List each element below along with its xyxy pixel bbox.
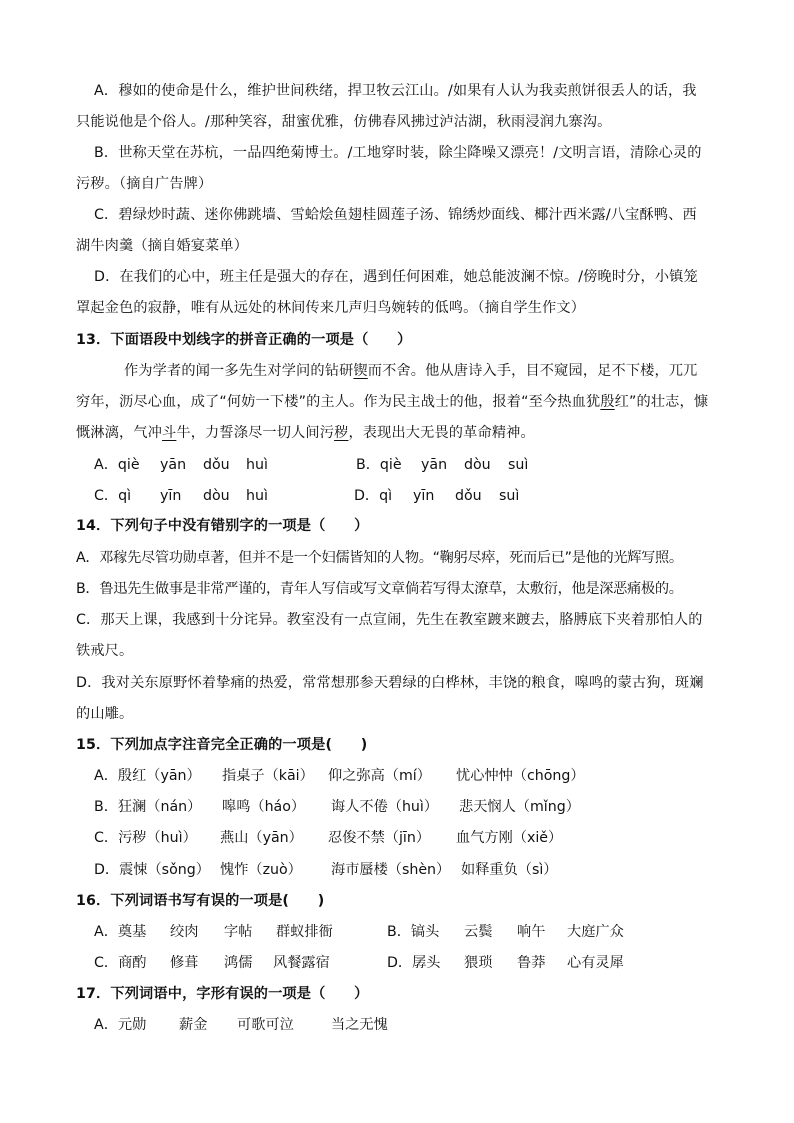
q15-option: 如释重负（sì） [461, 862, 558, 878]
q13-text: 穷年，沥尽心血，成了“何妨一下楼”的主人。作为民主战士的他，报着“至今热血犹 [76, 394, 601, 410]
q13-option-b: B．qiè [356, 457, 402, 473]
q12-option-a-line2: 只能说他是个俗人。/那种笑容，甜蜜优雅，仿佛春风拂过泸沽湖，秋雨浸润九寨沟。 [76, 114, 612, 130]
q13-text: ，表现出大无畏的革命精神。 [348, 425, 535, 441]
q13-underlined-char: 斗 [162, 425, 177, 441]
q13-option-d-pinyin: yīn [413, 488, 435, 504]
q14-option-a: A．邓稼先尽管功勋卓著，但并不是一个妇儒皆知的人物。“鞠躬尽瘁，死而后已”是他的光辉写照。 [76, 550, 683, 566]
q16-word: 群蚁排衙 [276, 924, 333, 940]
q16-word: 字帖 [224, 924, 253, 940]
q14-option-c-line2: 铁戒尺。 [76, 643, 134, 659]
q14-option-d-line1: D．我对关东原野怀着挚痛的热爱，常常想那参天碧绿的白桦林，丰饶的粮食，嗥鸣的蒙古狗，斑斓 [76, 675, 704, 691]
q16-word: D．孱头 [387, 955, 441, 971]
q17-word: 薪金 [179, 1017, 208, 1033]
q13-underlined-char: 秽 [334, 425, 349, 441]
q13-stem: 13．下面语段中划线字的拼音正确的一项是（ ） [76, 332, 412, 348]
q13-option-b-pinyin: dòu [464, 457, 491, 473]
q16-word: 心有灵犀 [567, 955, 624, 971]
q13-option-c-pinyin: yīn [160, 488, 182, 504]
q13-passage-line1 [124, 361, 698, 381]
q12-option-d-line1: D．在我们的心中，班主任是强大的存在，遇到任何困难，她总能波澜不惊。/傍晚时分，小镇笼 [94, 269, 698, 285]
q13-option-a: A．qiè [94, 457, 140, 473]
q16-word: 修葺 [170, 955, 199, 971]
q13-option-d: D．qì [354, 488, 393, 504]
q14-option-d-line2: 的山雕。 [76, 706, 134, 722]
q16-word: 风餐露宿 [273, 955, 330, 971]
q16-word: 绞肉 [170, 924, 199, 940]
q16-stem: 16．下列词语书写有误的一项是( ) [76, 893, 325, 909]
q16-word: 鸿儒 [224, 955, 253, 971]
q12-option-c-line2: 湖牛肉羹（摘自婚宴菜单） [76, 238, 249, 254]
q13-option-a-pinyin: yān [160, 457, 187, 473]
q13-option-d-pinyin: suì [499, 488, 520, 504]
q16-word: 鲁莽 [517, 955, 546, 971]
q14-option-b: B．鲁迅先生做事是非常严谨的，青年人写信或写文章倘若写得太潦草，太敷衍，他是深恶痛极的。 [76, 581, 683, 597]
q15-option: 燕山（yān） [220, 830, 303, 846]
q13-text: 牛，力誓涤尽一切人间污 [176, 425, 335, 441]
q15-option: C．污秽（huì） [94, 830, 197, 846]
q17-word: A．元勋 [94, 1017, 147, 1033]
q15-option: 忍俊不禁（jīn） [328, 830, 431, 846]
q15-option: A．殷红（yān） [94, 768, 201, 784]
q13-passage-line2 [76, 392, 708, 412]
q14-option-c-line1: C．那天上课，我感到十分诧异。教室没有一点宣闹，先生在教室踱来踱去，胳膊底下夹着那怕人的 [76, 612, 703, 628]
q15-option: 海市蜃楼（shèn） [331, 862, 451, 878]
q17-word: 当之无愧 [331, 1017, 388, 1033]
q13-passage-line3 [76, 423, 535, 443]
q12-option-b-line2: 污秽。（摘自广告牌） [76, 176, 213, 192]
q13-text: 而不舍。他从唐诗入手，目不窥园，足不下楼，兀兀 [367, 363, 698, 379]
q15-option: 血气方刚（xiě） [456, 830, 563, 846]
q15-option: B．狂澜（nán） [94, 799, 202, 815]
q15-option: 悲天悯人（mǐng） [459, 799, 580, 815]
q14-stem: 14．下列句子中没有错别字的一项是（ ） [76, 518, 369, 534]
q17-word: 可歌可泣 [237, 1017, 294, 1033]
q13-option-c-pinyin: dòu [203, 488, 230, 504]
q16-word: 大庭广众 [567, 924, 624, 940]
q16-word: A．奠基 [94, 924, 147, 940]
q15-option: 指桌子（kāi） [222, 768, 314, 784]
q15-option: 仰之弥高（mí） [328, 768, 431, 784]
q16-word: C．商酌 [94, 955, 147, 971]
q16-word: 云鬓 [464, 924, 493, 940]
q16-word: B．镐头 [387, 924, 440, 940]
q13-option-d-pinyin: dǒu [455, 488, 482, 504]
q12-option-c-line1: C．碧绿炒时蔬、迷你佛跳墙、雪蛤烩鱼翅桂圆莲子汤、锦绣炒面线、椰汁西米露/八宝酥鸭、西 [94, 207, 697, 223]
q13-text: 红”的壮志，慷 [614, 394, 709, 410]
q13-option-a-pinyin: dǒu [203, 457, 230, 473]
q13-underlined-char: 殷 [600, 394, 615, 410]
q13-option-b-pinyin: yān [421, 457, 448, 473]
q15-option: D．震悚（sǒng） [94, 862, 210, 878]
q16-word: 响午 [517, 924, 546, 940]
q12-option-b-line1: B．世称天堂在苏杭，一品四绝菊博士。/工地穿时装，除尘降噪又漂亮！/文明言语，清除心灵的 [94, 145, 702, 161]
q13-option-b-pinyin: suì [508, 457, 529, 473]
q13-underlined-char: 锲 [353, 363, 368, 379]
q13-text: 慨淋漓，气冲 [76, 425, 163, 441]
q15-option: 愧怍（zuò） [220, 862, 302, 878]
q16-word: 猥琐 [464, 955, 493, 971]
q15-stem: 15．下列加点字注音完全正确的一项是( ) [76, 737, 368, 753]
q13-option-a-pinyin: huì [246, 457, 268, 473]
q12-option-d-line2: 罩起金色的寂静，唯有从远处的林间传来几声归鸟婉转的低鸣。（摘自学生作文） [76, 300, 586, 316]
q15-option: 诲人不倦（huì） [331, 799, 439, 815]
q13-text: 作为学者的闻一多先生对学问的钻研 [124, 363, 354, 379]
q17-stem: 17．下列词语中，字形有误的一项是（ ） [76, 986, 369, 1002]
q12-option-a-line1: A．穆如的使命是什么，维护世间秩绪，捍卫牧云江山。/如果有人认为我卖煎饼很丢人的话，我 [94, 83, 697, 99]
q15-option: 嗥鸣（háo） [222, 799, 306, 815]
q15-option: 忧心忡忡（chōng） [456, 768, 585, 784]
q13-option-c: C．qì [94, 488, 132, 504]
q13-option-c-pinyin: huì [246, 488, 268, 504]
